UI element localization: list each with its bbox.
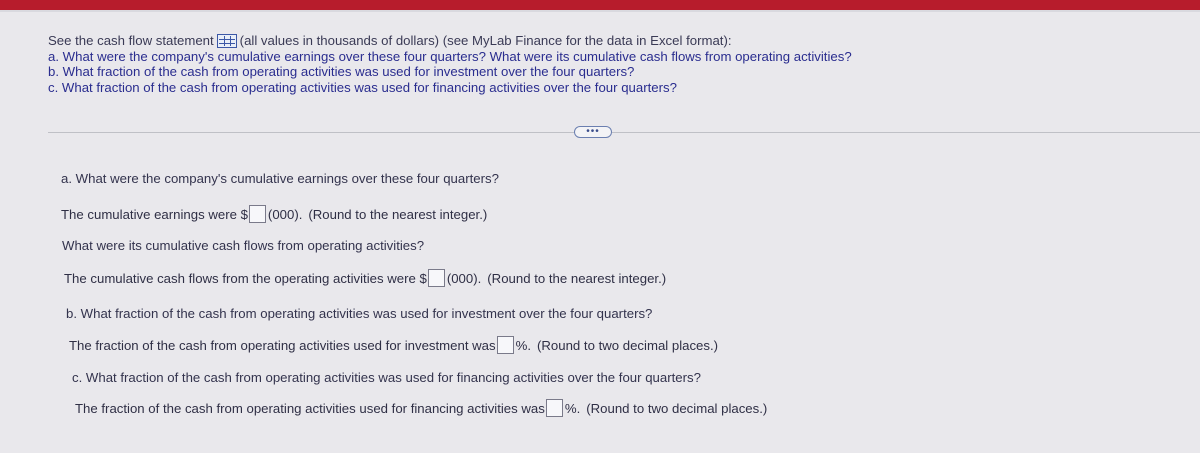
answer-question-cfo: What were its cumulative cash flows from operating activities? [62,238,425,253]
data-table-icon[interactable] [217,34,237,48]
question-intro: See the cash flow statement (all values in thousands of dollars) (see MyLab Finance for the data in Excel format): [48,33,732,48]
earnings-input[interactable] [249,205,266,223]
financing-answer-row: The fraction of the cash from operating activities used for financing activities was %. (Round to two decimal places.) [75,401,768,416]
answer-question-c: c. What fraction of the cash from operating activities was used for financing activities over the four quarters? [72,370,701,385]
answer-question-a: a. What were the company's cumulative earnings over these four quarters? [61,171,499,186]
question-part-a: a. What were the company's cumulative earnings over these four quarters? What were its cumulative cash flows from operating activities? [48,48,852,64]
question-part-c: c. What fraction of the cash from operating activities was used for financing activities over the four quarters? [48,79,677,95]
earnings-answer-row: The cumulative earnings were $ (000). (Round to the nearest integer.) [61,207,488,222]
section-divider [48,132,1200,133]
financing-fraction-input[interactable] [546,399,563,417]
cfo-input[interactable] [428,269,445,287]
question-part-b: b. What fraction of the cash from operating activities was used for investment over the four quarters? [48,64,635,79]
top-banner [0,0,1200,12]
investment-answer-row: The fraction of the cash from operating activities used for investment was %. (Round to two decimal places.) [69,338,719,353]
expand-more-button[interactable]: ••• [574,126,612,138]
investment-fraction-input[interactable] [497,336,514,354]
question-stem [48,33,1168,95]
cfo-answer-row: The cumulative cash flows from the operating activities were $ (000). (Round to the nearest integer.) [64,271,667,286]
answer-question-b: b. What fraction of the cash from operating activities was used for investment over the four quarters? [66,306,653,321]
